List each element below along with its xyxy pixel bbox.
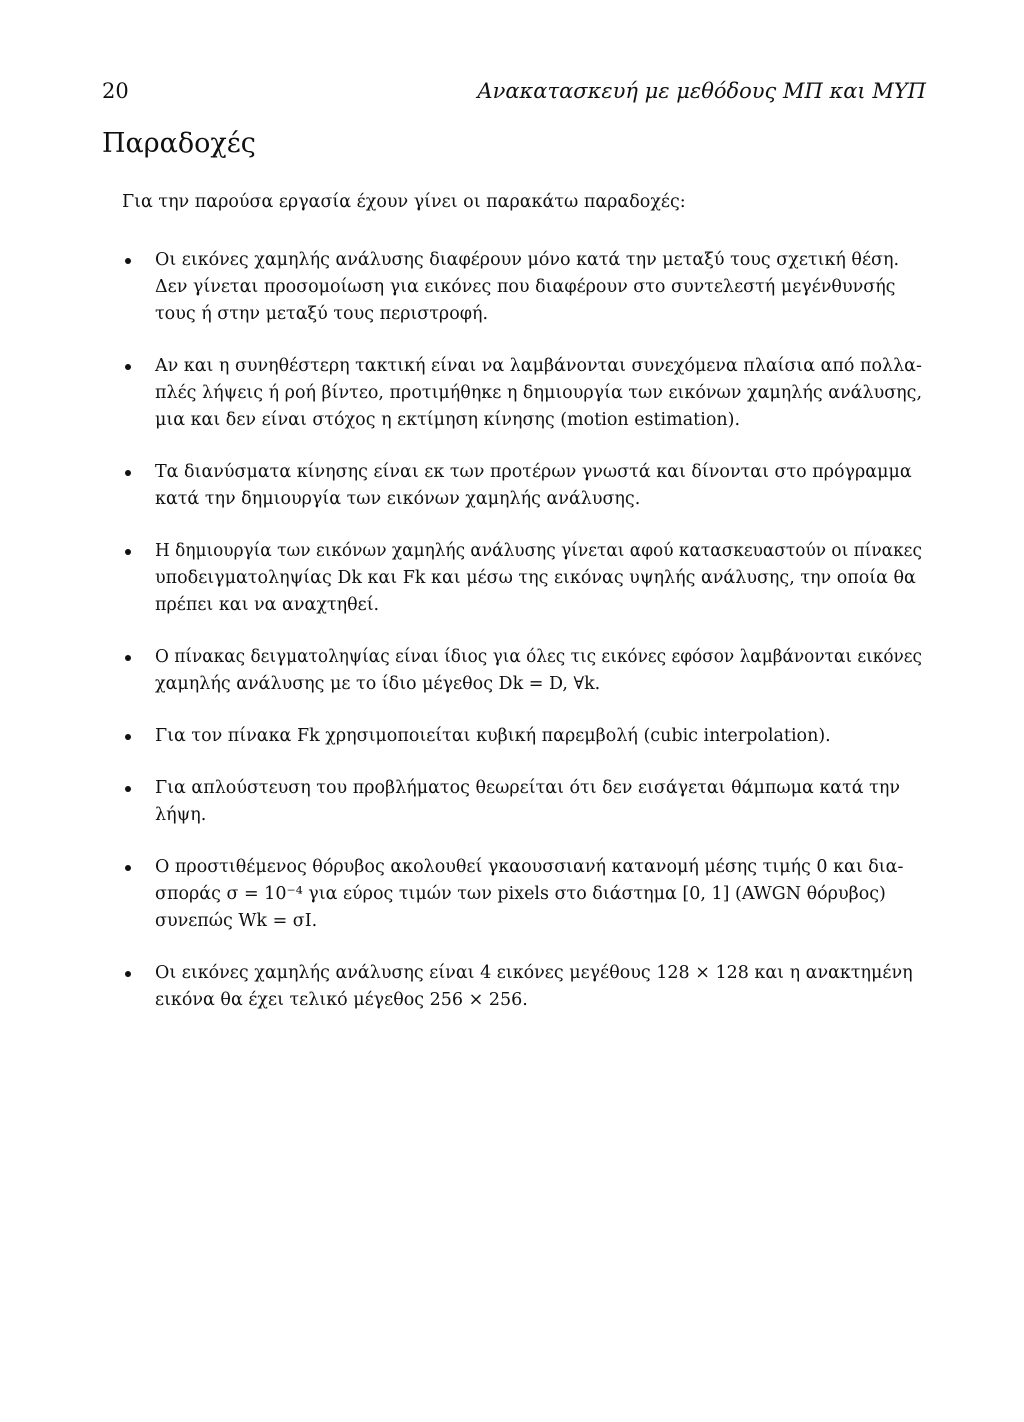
list-item bbox=[122, 459, 922, 513]
list-item bbox=[122, 644, 922, 698]
list-item-line: Τα διανύσματα κίνησης είναι εκ των προτέρων γνωστά και δίνονται στο πρόγραμμα bbox=[155, 462, 912, 482]
list-item-line: Για τον πίνακα Fk χρησιμοποιείται κυβική παρεμβολή (cubic interpolation). bbox=[155, 726, 831, 746]
list-item-line: σποράς σ = 10⁻⁴ για εύρος τιμών των pixels στο διάστημα [0, 1] (AWGN θόρυβος) bbox=[155, 884, 886, 904]
list-item bbox=[122, 723, 922, 750]
list-item-line: πρέπει και να αναχτηθεί. bbox=[155, 595, 380, 615]
list-item-line: Αν και η συνηθέστερη τακτική είναι να λαμβάνονται συνεχόμενα πλαίσια από πολλα- bbox=[155, 356, 922, 376]
bullet-icon bbox=[125, 655, 131, 661]
list-item-line: πλές λήψεις ή ροή βίντεο, προτιμήθηκε η δημιουργία των εικόνων χαμηλής ανάλυσης, bbox=[155, 383, 923, 403]
list-item-line: Ο προστιθέμενος θόρυβος ακολουθεί γκαουσσιανή κατανομή μέσης τιμής 0 και δια- bbox=[155, 857, 904, 877]
list-item-line: υποδειγματοληψίας Dk και Fk και μέσω της εικόνας υψηλής ανάλυσης, την οποία θα bbox=[155, 568, 916, 588]
assumptions-list bbox=[122, 247, 922, 1039]
list-item-line: κατά την δημιουργία των εικόνων χαμηλής ανάλυσης. bbox=[155, 489, 641, 509]
running-title: Ανακατασκευή με μεθόδους ΜΠ και ΜΥΠ bbox=[477, 79, 926, 103]
bullet-icon bbox=[125, 786, 131, 792]
list-item-line: συνεπώς Wk = σI. bbox=[155, 911, 318, 931]
bullet-icon bbox=[125, 734, 131, 740]
page-header bbox=[102, 76, 926, 106]
list-item-line: Για απλούστευση του προβλήματος θεωρείται ότι δεν εισάγεται θάμπωμα κατά την bbox=[155, 778, 900, 798]
list-item-line: τους ή στην μεταξύ τους περιστροφή. bbox=[155, 304, 489, 324]
bullet-icon bbox=[125, 470, 131, 476]
bullet-icon bbox=[125, 549, 131, 555]
bullet-icon bbox=[125, 971, 131, 977]
list-item bbox=[122, 775, 922, 829]
list-item bbox=[122, 247, 922, 328]
section-title: Παραδοχές bbox=[102, 128, 256, 159]
list-item bbox=[122, 538, 922, 619]
list-item bbox=[122, 854, 922, 935]
bullet-icon bbox=[125, 364, 131, 370]
list-item bbox=[122, 353, 922, 434]
list-item-line: Οι εικόνες χαμηλής ανάλυσης είναι 4 εικόνες μεγέθους 128 × 128 και η ανακτημένη bbox=[155, 963, 913, 983]
list-item-line: Η δημιουργία των εικόνων χαμηλής ανάλυσης γίνεται αφού κατασκευαστούν οι πίνακες bbox=[155, 541, 922, 561]
list-item-line: χαμηλής ανάλυσης με το ίδιο μέγεθος Dk = D, ∀k. bbox=[155, 674, 601, 694]
bullet-icon bbox=[125, 865, 131, 871]
list-item-line: Οι εικόνες χαμηλής ανάλυσης διαφέρουν μόνο κατά την μεταξύ τους σχετική θέση. bbox=[155, 250, 900, 270]
list-item-line: λήψη. bbox=[155, 805, 207, 825]
list-item-line: Ο πίνακας δειγματοληψίας είναι ίδιος για όλες τις εικόνες εφόσον λαμβάνονται εικόνες bbox=[155, 647, 923, 667]
list-item-line: μια και δεν είναι στόχος η εκτίμηση κίνησης (motion estimation). bbox=[155, 410, 741, 430]
intro-paragraph: Για την παρούσα εργασία έχουν γίνει οι παρακάτω παραδοχές: bbox=[122, 192, 686, 212]
list-item-line: εικόνα θα έχει τελικό μέγεθος 256 × 256. bbox=[155, 990, 528, 1010]
bullet-icon bbox=[125, 258, 131, 264]
list-item bbox=[122, 960, 922, 1014]
list-item-line: Δεν γίνεται προσομοίωση για εικόνες που διαφέρουν στο συντελεστή μεγένθυνσής bbox=[155, 277, 896, 297]
page-number: 20 bbox=[102, 79, 129, 103]
